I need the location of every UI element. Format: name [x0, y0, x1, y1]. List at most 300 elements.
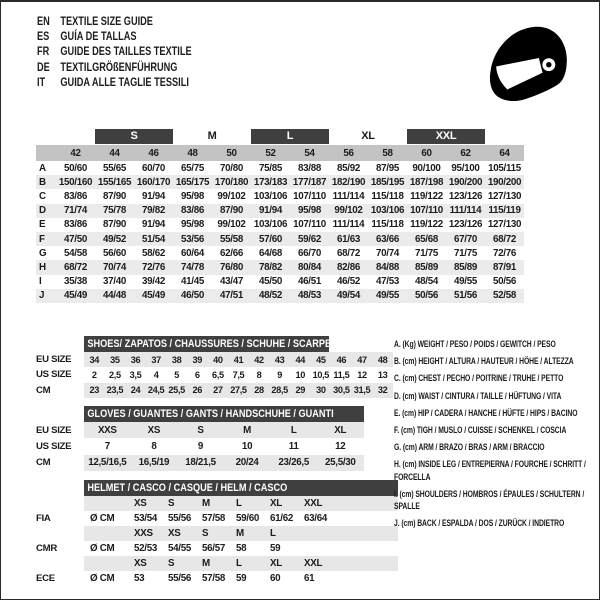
helmet-size: M — [202, 558, 210, 569]
language-code: EN — [37, 13, 50, 28]
shoes-value: 32 — [377, 385, 388, 396]
language-title-list — [37, 13, 192, 90]
gloves-table — [36, 422, 364, 471]
shoes-data-row — [84, 352, 393, 367]
textile-value: 185/195 — [370, 176, 405, 188]
helmet-value: 57/58 — [202, 513, 226, 524]
shoes-value: 8 — [256, 369, 262, 380]
helmet-size: XL — [270, 558, 282, 569]
textile-value: 103/106 — [370, 205, 405, 217]
textile-value: 85/89 — [453, 261, 478, 273]
textile-value: 95/98 — [180, 219, 205, 231]
numeric-size: 50 — [226, 147, 237, 159]
helmet-value: 56/57 — [202, 543, 226, 554]
textile-value: 80/84 — [297, 261, 322, 273]
textile-value: 75/85 — [258, 162, 283, 174]
textile-value: 103/106 — [253, 190, 288, 202]
measure-letter: I — [39, 276, 42, 288]
textile-value: 95/98 — [297, 205, 322, 217]
helmet-values-row — [36, 541, 398, 556]
helmet-value: 53 — [134, 573, 145, 584]
language-row — [37, 75, 192, 90]
gloves-row — [36, 422, 364, 438]
shoes-value: 9 — [277, 369, 283, 380]
textile-value: 66/70 — [297, 247, 322, 259]
unit-cell: Ø CM — [90, 513, 115, 524]
shoes-value: 3,5 — [129, 369, 142, 380]
helmet-standard: FIA — [36, 513, 51, 524]
textile-value: 41/45 — [180, 276, 205, 288]
shoes-value: 10,5 — [312, 369, 330, 380]
textile-value: 56/60 — [102, 247, 127, 259]
textile-value: 95/100 — [451, 162, 480, 174]
textile-value: 87/91 — [492, 261, 517, 273]
textile-value: 90/100 — [412, 162, 441, 174]
helmet-sizes — [84, 556, 398, 571]
textile-value: 45/49 — [141, 290, 166, 302]
helmet-value: 54/55 — [168, 543, 192, 554]
textile-value: 49/52 — [102, 233, 127, 245]
gloves-value: XL — [334, 424, 347, 436]
gloves-row-label: EU SIZE — [36, 424, 72, 436]
textile-value: 173/183 — [253, 176, 288, 188]
shoes-value: 25,5 — [168, 385, 185, 396]
language-row — [37, 13, 192, 28]
language-row — [37, 59, 192, 74]
textile-row — [36, 161, 524, 175]
shoes-value: 38 — [171, 354, 182, 365]
textile-row — [36, 289, 524, 303]
shoes-value: 36 — [130, 354, 141, 365]
shoes-value: 12 — [357, 369, 367, 380]
helmet-value: 59 — [236, 573, 247, 584]
helmet-values — [84, 571, 398, 586]
textile-value: 190/200 — [487, 176, 522, 188]
measurement-legend — [394, 338, 595, 534]
helmet-size: XS — [168, 528, 181, 539]
size-group-label: M — [207, 130, 217, 142]
textile-value: 127/130 — [487, 219, 522, 231]
shoes-value: 41 — [233, 354, 244, 365]
shoes-value: 37 — [151, 354, 161, 365]
numeric-size: 48 — [187, 147, 198, 159]
shoes-data-row — [84, 383, 393, 398]
shoes-value: 6,5 — [211, 369, 224, 380]
gloves-row — [36, 438, 364, 454]
textile-value: 155/165 — [97, 176, 132, 188]
helmet-size: L — [236, 558, 242, 569]
textile-value: 74/78 — [180, 261, 205, 273]
textile-value: 67/70 — [453, 233, 478, 245]
textile-value: 70/74 — [375, 247, 400, 259]
textile-value: 54/58 — [63, 247, 88, 259]
textile-value: 123/126 — [448, 219, 483, 231]
textile-value: 65/75 — [180, 162, 205, 174]
measure-letter: F — [39, 233, 45, 245]
helmet-size: XS — [134, 558, 147, 569]
textile-value: 49/55 — [453, 276, 478, 288]
textile-value: 87/90 — [102, 190, 127, 202]
textile-value: 72/76 — [492, 247, 517, 259]
legend-item: J. (cm) BACK / ESPALDA / DOS / ZURÜCK / INDIETRO — [394, 518, 565, 529]
textile-value: 47/50 — [63, 233, 88, 245]
textile-value: 75/78 — [102, 205, 127, 217]
gloves-value: 16,5/19 — [138, 457, 170, 469]
size-group-label: S — [95, 129, 173, 144]
gloves-table-title: GLOVES / GUANTES / GANTS / HANDSCHUHE / GUANTI — [87, 407, 334, 420]
textile-value: 79/82 — [141, 205, 166, 217]
textile-value: 107/110 — [293, 219, 326, 231]
textile-value: 115/118 — [371, 190, 404, 202]
textile-row — [36, 175, 524, 189]
guide-title: GUIDA ALLE TAGLIE TESSILI — [60, 75, 189, 90]
helmet-standard: CMR — [36, 543, 57, 554]
helmet-value: 59 — [270, 543, 281, 554]
numeric-size: 56 — [343, 147, 354, 159]
textile-row — [36, 246, 524, 260]
textile-row — [36, 218, 524, 232]
shoes-value: 34 — [89, 354, 100, 365]
language-row — [37, 28, 192, 43]
size-group-label: L — [251, 129, 329, 144]
gloves-data-row — [84, 438, 364, 454]
textile-value: 103/106 — [253, 219, 288, 231]
gloves-value: 12,5/16,5 — [88, 457, 127, 469]
size-group-row — [36, 129, 524, 144]
shoes-value: 48 — [377, 354, 388, 365]
gloves-value: 25,5/30 — [324, 457, 356, 469]
shoes-value: 47 — [357, 354, 367, 365]
gloves-table-header — [84, 406, 364, 422]
textile-value: 99/102 — [217, 219, 246, 231]
helmet-size: L — [236, 498, 242, 509]
shoes-table-header — [84, 336, 332, 352]
shoes-row-label: EU SIZE — [36, 354, 72, 366]
helmet-table-title: HELMET / CASCO / CASQUE / HELM / CASCO — [87, 481, 288, 494]
textile-value: 111/114 — [332, 219, 365, 231]
textile-value: 71/74 — [63, 205, 88, 217]
gloves-value: 18/21,5 — [185, 457, 216, 469]
shoes-value: 39 — [192, 354, 203, 365]
textile-value: 83/86 — [180, 205, 205, 217]
textile-value: 91/94 — [141, 219, 166, 231]
shoes-value: 46 — [336, 354, 347, 365]
legend-item: A. (Kg) WEIGHT / PESO / POIDS / GEWITCH / PESO — [394, 339, 556, 349]
gloves-row-label: CM — [36, 457, 51, 469]
numeric-size: 52 — [265, 147, 276, 159]
textile-value: 58/62 — [141, 247, 166, 259]
shoes-value: 23 — [89, 385, 100, 396]
helmet-standard: ECE — [36, 573, 55, 584]
shoes-value: 24 — [130, 385, 141, 396]
shoes-value: 42 — [254, 354, 264, 365]
helmet-value: 58 — [236, 543, 247, 554]
textile-value: 190/200 — [448, 176, 483, 188]
helmet-size: XXL — [304, 498, 323, 509]
textile-value: 119/122 — [410, 219, 443, 231]
textile-value: 95/98 — [180, 190, 205, 202]
measure-letter: D — [39, 205, 46, 217]
helmet-row-label — [36, 556, 84, 571]
shoes-value: 5 — [174, 369, 180, 380]
textile-value: 48/53 — [297, 290, 322, 302]
textile-value: 105/115 — [488, 162, 521, 174]
shoes-value: 2 — [91, 369, 97, 380]
textile-value: 99/102 — [217, 190, 246, 202]
measure-letter: A — [39, 162, 46, 174]
textile-value: 51/54 — [141, 233, 166, 245]
helmet-size: M — [236, 528, 244, 539]
textile-value: 87/95 — [375, 162, 400, 174]
language-code: DE — [37, 59, 50, 74]
textile-value: 71/75 — [453, 247, 478, 259]
textile-value: 72/76 — [141, 261, 166, 273]
shoes-value: 45 — [316, 354, 326, 365]
textile-value: 107/110 — [293, 190, 326, 202]
textile-value: 50/56 — [492, 276, 517, 288]
textile-value: 85/92 — [336, 162, 361, 174]
numeric-size: 58 — [382, 147, 393, 159]
shoes-row-label: US SIZE — [36, 369, 72, 381]
legend-item: F. (cm) TIGH / MUSLO / CUISSE / SCHENKEL / COSCIA — [394, 425, 567, 436]
helmet-size: XS — [134, 498, 147, 509]
helmet-size: L — [270, 528, 276, 539]
shoes-value: 29 — [295, 385, 305, 396]
textile-value: 46/52 — [336, 276, 361, 288]
textile-row — [36, 260, 524, 274]
shoes-row — [36, 367, 393, 382]
helmet-values — [84, 541, 398, 556]
numeric-size: 64 — [499, 147, 510, 159]
helmet-value: 61/62 — [270, 513, 294, 524]
helmet-size: XXL — [304, 558, 323, 569]
measure-letter: G — [39, 247, 47, 259]
textile-value: 64/68 — [258, 247, 283, 259]
gloves-value: 11 — [288, 440, 299, 452]
gloves-data-row — [84, 422, 364, 438]
gloves-row — [36, 455, 364, 471]
gloves-value: 9 — [197, 440, 204, 452]
shoes-value: 7,5 — [232, 369, 245, 380]
textile-value: 44/48 — [102, 290, 127, 302]
measure-letter: C — [39, 190, 46, 202]
guide-title: TEXTILGRÖßENFÜHRUNG — [60, 59, 178, 74]
shoes-value: 6 — [194, 369, 200, 380]
gloves-value: M — [243, 424, 252, 436]
unit-cell: Ø CM — [90, 573, 115, 584]
shoes-value: 23,5 — [106, 385, 124, 396]
guide-title: TEXTILE SIZE GUIDE — [60, 13, 153, 28]
textile-value: 127/130 — [487, 190, 522, 202]
textile-value: 60/70 — [141, 162, 166, 174]
legend-item: G. (cm) ARM / BRAZO / BRAS / ARM / BRACCIO — [394, 442, 545, 453]
textile-value: 52/58 — [492, 290, 517, 302]
textile-value: 46/50 — [180, 290, 205, 302]
textile-value: 187/198 — [409, 176, 444, 188]
textile-value: 65/68 — [414, 233, 439, 245]
textile-value: 107/110 — [410, 205, 443, 217]
textile-value: 83/86 — [63, 219, 88, 231]
helmet-size: M — [202, 498, 210, 509]
helmet-sizes-row — [36, 556, 398, 571]
language-row — [37, 44, 192, 59]
textile-value: 46/51 — [297, 276, 322, 288]
helmet-value: 55/56 — [168, 513, 192, 524]
textile-value: 68/72 — [492, 233, 517, 245]
legend-item: I. (cm) SHOULDERS / HOMBROS / ÉPAULES / SCHULTERN / SPALLE — [394, 488, 585, 512]
textile-value: 71/75 — [414, 247, 439, 259]
textile-value: 160/170 — [136, 176, 171, 188]
helmet-size: S — [168, 558, 175, 569]
gloves-value: L — [290, 424, 297, 436]
textile-value: 62/66 — [219, 247, 244, 259]
textile-row — [36, 275, 524, 289]
textile-value: 82/86 — [336, 261, 361, 273]
helmet-sizes — [84, 526, 398, 541]
textile-value: 60/64 — [180, 247, 205, 259]
textile-value: 78/82 — [258, 261, 283, 273]
textile-value: 70/80 — [219, 162, 244, 174]
textile-value: 59/62 — [297, 233, 322, 245]
textile-value: 99/102 — [334, 205, 363, 217]
helmet-table — [36, 496, 398, 586]
textile-value: 84/88 — [375, 261, 400, 273]
gloves-value: S — [197, 424, 204, 436]
shoes-value: 11,5 — [333, 369, 350, 380]
helmet-values-row — [36, 571, 398, 586]
textile-value: 61/63 — [336, 233, 361, 245]
shoes-table — [36, 352, 393, 398]
textile-value: 83/86 — [63, 190, 88, 202]
shoes-value: 43 — [274, 354, 285, 365]
numeric-size: 46 — [148, 147, 159, 159]
gloves-row-label: US SIZE — [36, 440, 72, 452]
helmet-sizes — [84, 496, 398, 511]
textile-value: 123/126 — [448, 190, 483, 202]
textile-value: 63/66 — [375, 233, 400, 245]
textile-value: 45/50 — [258, 276, 283, 288]
textile-row — [36, 204, 524, 218]
textile-value: 91/94 — [258, 205, 283, 217]
textile-value: 150/160 — [58, 176, 93, 188]
shoes-value: 40 — [213, 354, 223, 365]
gloves-value: 23/26,5 — [278, 457, 309, 469]
textile-value: 91/94 — [141, 190, 166, 202]
shoes-value: 2,5 — [109, 369, 121, 380]
helmet-value: 52/53 — [134, 543, 158, 554]
shoes-value: 27,5 — [230, 385, 247, 396]
textile-row — [36, 189, 524, 203]
textile-value: 55/65 — [102, 162, 127, 174]
textile-value: 45/49 — [63, 290, 88, 302]
textile-value: 57/60 — [258, 233, 283, 245]
legend-item: B. (cm) HEIGHT / ALTURA / HAUTEUR / HÖHE / ALTEZZA — [394, 356, 574, 367]
shoes-value: 30 — [316, 385, 326, 396]
numeric-size: 60 — [421, 147, 432, 159]
textile-value: 119/122 — [410, 190, 443, 202]
textile-value: 47/51 — [219, 290, 244, 302]
textile-value: 48/52 — [258, 290, 283, 302]
gloves-value: XXS — [97, 424, 117, 436]
legend-item: E. (cm) HIP / CADERA / HANCHE / HÜFTE / HIPS / BACINO — [394, 407, 578, 418]
racing-helmet-icon — [484, 14, 574, 110]
helmet-value: 59/60 — [236, 513, 260, 524]
textile-value: 37/40 — [102, 276, 127, 288]
gloves-value: XS — [147, 424, 161, 436]
numeric-size: 62 — [460, 147, 471, 159]
textile-value: 111/114 — [332, 190, 365, 202]
shoes-data-row — [84, 367, 393, 382]
textile-value: 35/38 — [63, 276, 88, 288]
helmet-values — [84, 511, 398, 526]
helmet-value: 55/56 — [168, 573, 192, 584]
textile-value: 115/118 — [371, 219, 404, 231]
shoes-row — [36, 352, 393, 367]
numeric-size: 54 — [304, 147, 315, 159]
textile-value: 87/90 — [219, 205, 244, 217]
textile-value: 50/60 — [63, 162, 88, 174]
helmet-sizes-row — [36, 496, 398, 511]
textile-value: 49/54 — [336, 290, 361, 302]
unit-cell: Ø CM — [90, 543, 115, 554]
helmet-values-row — [36, 511, 398, 526]
shoes-value: 31,5 — [353, 385, 371, 396]
textile-value: 165/175 — [175, 176, 210, 188]
textile-value: 50/56 — [414, 290, 439, 302]
measure-letter: B — [39, 176, 46, 188]
textile-value: 68/72 — [63, 261, 88, 273]
textile-value: 87/90 — [102, 219, 127, 231]
helmet-size: S — [202, 528, 209, 539]
size-group-label: XXL — [407, 129, 485, 144]
gloves-value: 7 — [104, 440, 110, 452]
measure-letter: J — [39, 290, 45, 302]
textile-value: 85/89 — [414, 261, 439, 273]
textile-value: 83/88 — [297, 162, 322, 174]
textile-row — [36, 232, 524, 246]
numeric-size: 44 — [109, 147, 120, 159]
shoes-value: 44 — [295, 354, 305, 365]
helmet-size: XXS — [134, 528, 153, 539]
textile-value: 39/42 — [141, 276, 166, 288]
textile-value: 48/54 — [414, 276, 439, 288]
textile-value: 111/114 — [449, 205, 482, 217]
textile-value: 68/72 — [336, 247, 361, 259]
textile-value: 43/47 — [219, 276, 244, 288]
gloves-value: 12 — [335, 440, 346, 452]
gloves-data-row — [84, 455, 364, 471]
gloves-value: 20/24 — [235, 457, 259, 469]
helmet-value: 63/64 — [304, 513, 328, 524]
helmet-value: 57/58 — [202, 573, 226, 584]
language-code: IT — [37, 75, 46, 90]
measure-letter: E — [39, 219, 46, 231]
legend-item: H. (cm) INSIDE LEG / ENTREPIERNA / FOURCHE / SCHRITT / FORCELLA — [394, 459, 586, 482]
legend-item: D. (cm) WAIST / CINTURA / TAILLE / HÜFTUNG / VITA — [394, 390, 562, 401]
shoes-value: 24,5 — [147, 385, 165, 396]
shoes-value: 30,5 — [333, 385, 350, 396]
helmet-row-label — [36, 526, 84, 541]
shoes-value: 4 — [153, 369, 159, 380]
shoes-value: 35 — [110, 354, 120, 365]
textile-value: 53/56 — [180, 233, 205, 245]
size-group-label: XL — [361, 130, 375, 142]
shoes-row-label: CM — [36, 384, 51, 396]
helmet-size: XL — [270, 498, 282, 509]
helmet-sizes-row — [36, 526, 398, 541]
shoes-value: 10 — [295, 369, 305, 380]
textile-value: 76/80 — [219, 261, 244, 273]
